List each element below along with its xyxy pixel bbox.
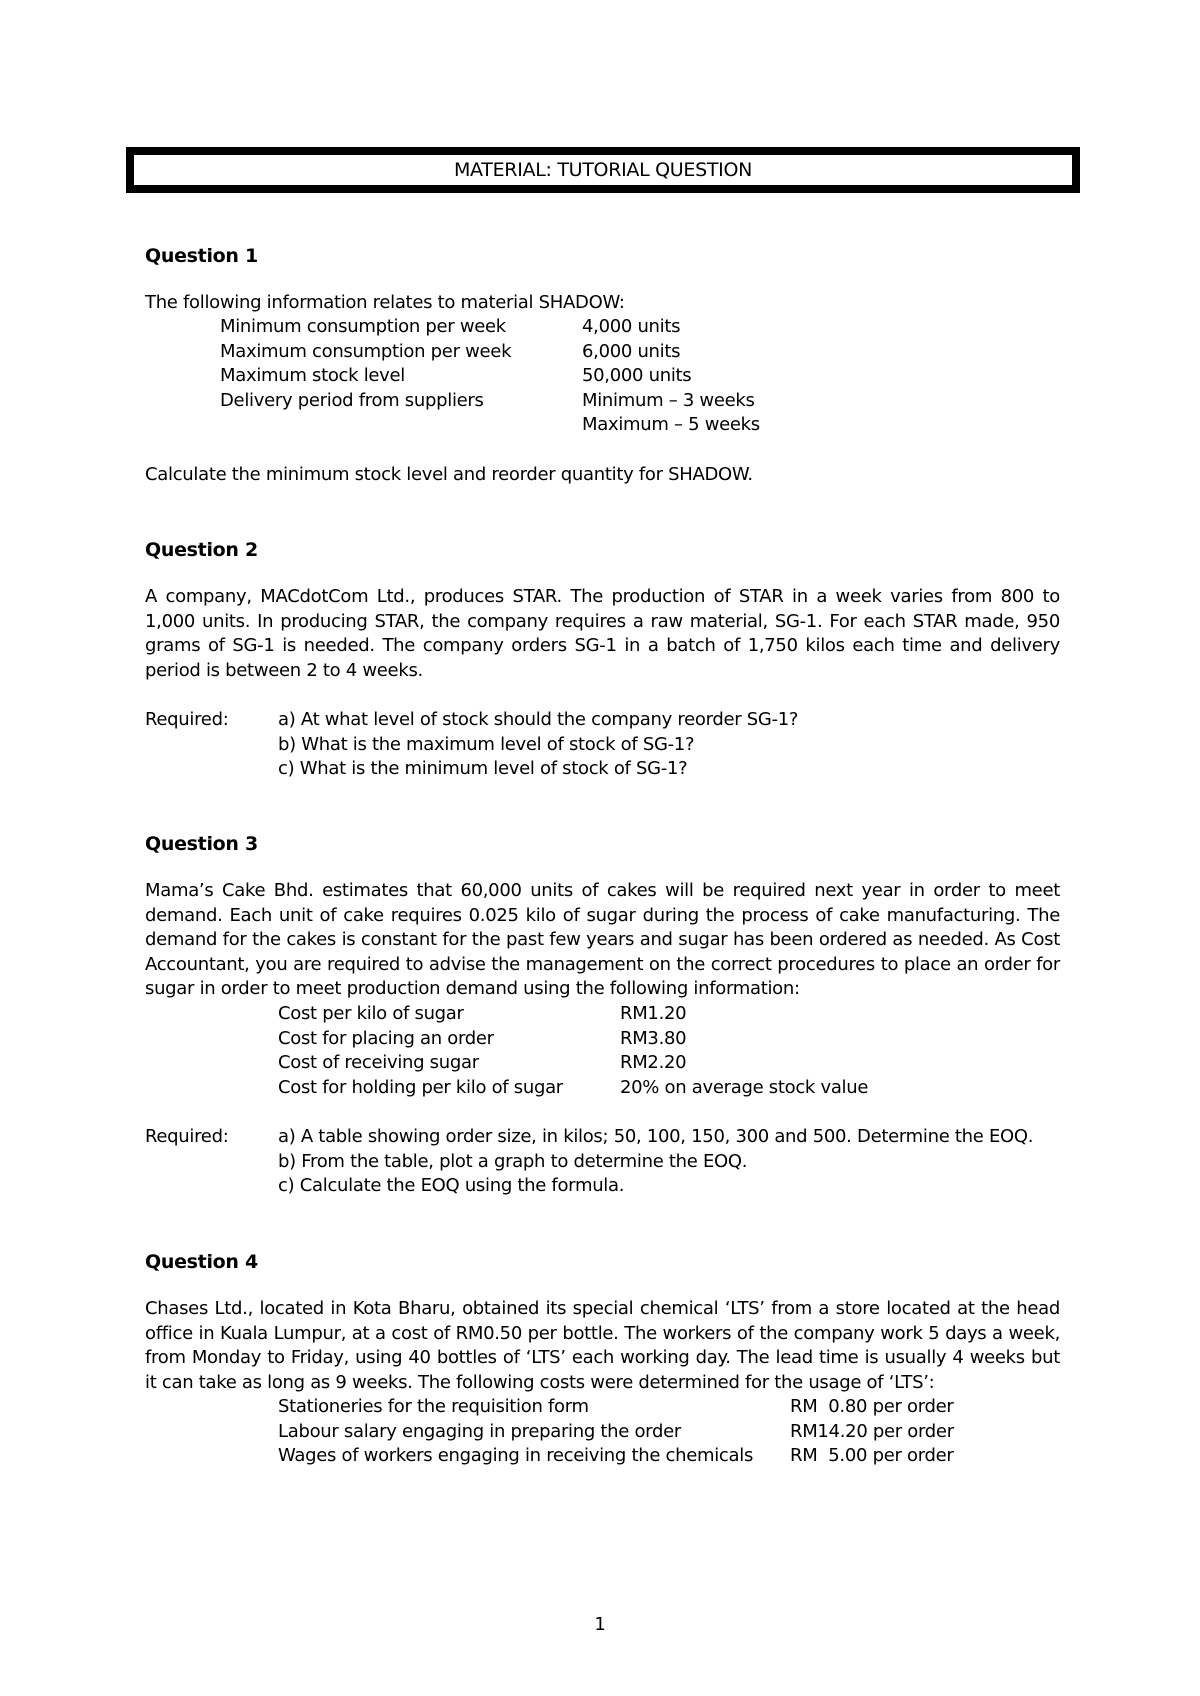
required-item: b) What is the maximum level of stock of SG-1? xyxy=(278,733,695,755)
detail-row xyxy=(220,413,760,438)
question-1 xyxy=(145,244,1060,268)
cost-row xyxy=(278,1002,868,1027)
detail-label: Maximum stock level xyxy=(220,365,406,386)
detail-row xyxy=(220,340,760,365)
required-items xyxy=(278,708,798,782)
required-label: Required: xyxy=(145,1126,229,1147)
question-1-task-block xyxy=(145,463,1060,488)
question-1-details xyxy=(220,315,760,438)
title-box xyxy=(126,147,1080,193)
question-2 xyxy=(145,538,1060,562)
detail-value: 50,000 units xyxy=(582,365,692,386)
required-items xyxy=(278,1125,1033,1199)
question-3 xyxy=(145,832,1060,856)
required-item: c) What is the minimum level of stock of SG-1? xyxy=(278,758,688,779)
required-label: Required: xyxy=(145,709,229,730)
cost-row xyxy=(278,1444,954,1469)
cost-label: Stationeries for the requisition form xyxy=(278,1396,589,1417)
cost-label: Cost of receiving sugar xyxy=(278,1052,479,1073)
detail-value: 6,000 units xyxy=(582,340,681,362)
cost-value: RM2.20 xyxy=(620,1052,687,1073)
detail-value: 4,000 units xyxy=(582,316,681,337)
cost-value: 20% on average stock value xyxy=(620,1076,869,1098)
cost-row xyxy=(278,1076,868,1101)
detail-label: Delivery period from suppliers xyxy=(220,389,484,411)
required-item: a) A table showing order size, in kilos; 50, 100, 150, 300 and 500. Determine the EOQ. xyxy=(278,1126,1034,1147)
question-1-intro: The following information relates to material SHADOW: xyxy=(145,292,625,313)
cost-row xyxy=(278,1027,868,1052)
cost-row xyxy=(278,1051,868,1076)
cost-label: Wages of workers engaging in receiving the chemicals xyxy=(278,1445,754,1466)
cost-value: RM 5.00 per order xyxy=(790,1445,954,1466)
required-item: b) From the table, plot a graph to determine the EOQ. xyxy=(278,1150,748,1172)
detail-label: Maximum consumption per week xyxy=(220,340,512,362)
detail-row xyxy=(220,364,760,389)
cost-value: RM14.20 per order xyxy=(790,1420,954,1442)
page-title: MATERIAL: TUTORIAL QUESTION xyxy=(134,155,1072,185)
question-1-heading: Question 1 xyxy=(145,245,258,267)
cost-row xyxy=(278,1420,954,1445)
cost-label: Labour salary engaging in preparing the order xyxy=(278,1420,681,1442)
required-item: a) At what level of stock should the company reorder SG-1? xyxy=(278,709,799,730)
question-1-task: Calculate the minimum stock level and reorder quantity for SHADOW. xyxy=(145,464,753,485)
cost-label: Cost for holding per kilo of sugar xyxy=(278,1076,563,1098)
question-3-heading: Question 3 xyxy=(145,833,258,855)
detail-value: Minimum – 3 weeks xyxy=(582,389,755,411)
question-2-body xyxy=(145,585,1060,683)
question-3-costs xyxy=(278,1002,868,1100)
cost-value: RM3.80 xyxy=(620,1027,687,1049)
question-4 xyxy=(145,1250,1060,1274)
detail-value: Maximum – 5 weeks xyxy=(582,414,760,435)
required-item: c) Calculate the EOQ using the formula. xyxy=(278,1175,625,1196)
question-1-intro-block xyxy=(145,291,1060,316)
detail-row xyxy=(220,315,760,340)
question-2-heading: Question 2 xyxy=(145,539,258,561)
question-4-heading: Question 4 xyxy=(145,1251,258,1273)
detail-row xyxy=(220,389,760,414)
question-2-paragraph: A company, MACdotCom Ltd., produces STAR. The production of STAR in a week varies from 800 to 1,000 units. In producing STAR, the company requires a raw material, SG-1. For each STAR made, 950 grams of SG-1 is needed. The company orders SG-1 in a batch of 1,750 kilos each time and delivery period is between 2 to 4 weeks. xyxy=(145,586,1060,681)
cost-row xyxy=(278,1395,954,1420)
cost-label: Cost per kilo of sugar xyxy=(278,1003,464,1024)
question-3-body xyxy=(145,879,1060,1002)
detail-label xyxy=(220,413,582,438)
cost-label: Cost for placing an order xyxy=(278,1027,494,1049)
cost-value: RM1.20 xyxy=(620,1003,687,1024)
page-number: 1 xyxy=(594,1614,606,1635)
question-4-body xyxy=(145,1297,1060,1395)
question-4-costs xyxy=(278,1395,954,1469)
question-4-paragraph: Chases Ltd., located in Kota Bharu, obtained its special chemical ‘LTS’ from a store located at the head office in Kuala Lumpur, at a cost of RM0.50 per bottle. The workers of the company work 5 days a week, from Monday to Friday, using 40 bottles of ‘LTS’ each working day. The lead time is usually 4 weeks but it can take as long as 9 weeks. The following costs were determined for the usage of ‘LTS’: xyxy=(145,1298,1060,1393)
detail-label: Minimum consumption per week xyxy=(220,316,506,337)
cost-value: RM 0.80 per order xyxy=(790,1396,954,1417)
question-3-paragraph: Mama’s Cake Bhd. estimates that 60,000 units of cakes will be required next year in order to meet demand. Each unit of cake requires 0.025 kilo of sugar during the process of cake manufacturing. The demand for the cakes is constant for the past few years and sugar has been ordered as needed. As Cost Accountant, you are required to advise the management on the correct procedures to place an order for sugar in order to meet production demand using the following information: xyxy=(145,880,1060,999)
